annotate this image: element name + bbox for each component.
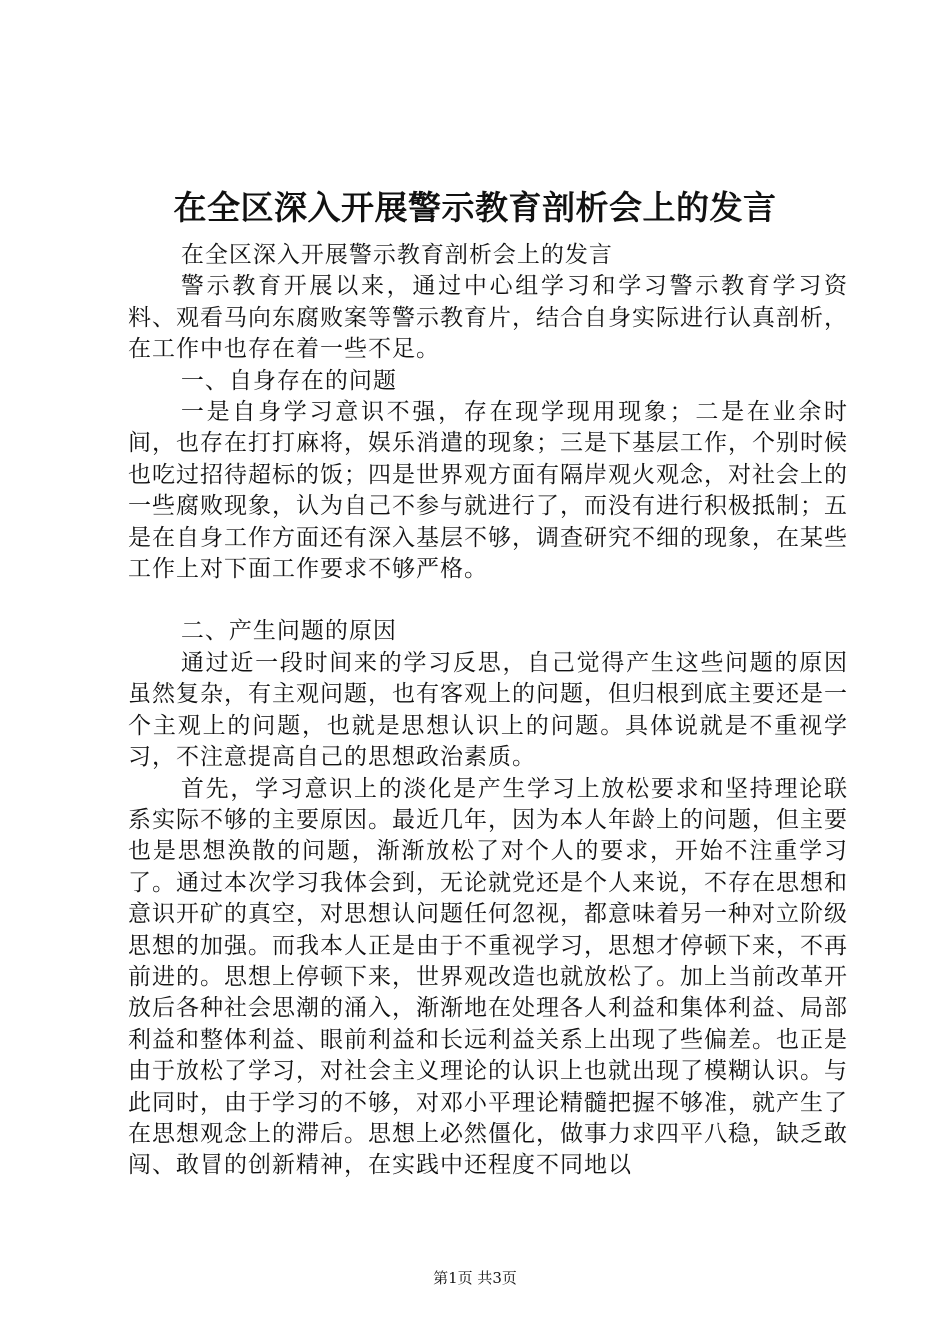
paragraph-problems: 一是自身学习意识不强，存在现学现用现象；二是在业余时间，也存在打打麻将，娱乐消遣的现象；三是下基层工作，个别时候也吃过招待超标的饭；四是世界观方面有隔岸观火观念，对社会上的一些腐败现象，认为自己不参与就进行了，而没有进行积极抵制；五是在自身工作方面还有深入基层不够，调查研究不细的现象，在某些工作上对下面工作要求不够严格。 [128, 399, 848, 583]
document-title: 在全区深入开展警示教育剖析会上的发言 [173, 188, 777, 227]
paragraph-subtitle: 在全区深入开展警示教育剖析会上的发言 [180, 242, 613, 268]
paragraph-causes: 通过近一段时间来的学习反思，自己觉得产生这些问题的原因虽然复杂，有主观问题，也有客观上的问题，但归根到底主要还是一个主观上的问题，也就是思想认识上的问题。具体说就是不重视学习，不注意提高自己的思想政治素质。 [128, 649, 848, 771]
paragraph-first-cause: 首先，学习意识上的淡化是产生学习上放松要求和坚持理论联系实际不够的主要原因。最近几年，因为本人年龄上的问题，但主要也是思想涣散的问题，渐渐放松了对个人的要求，开始不注重学习了。通过本次学习我体会到，无论就党还是个人来说，不存在思想和意识开矿的真空，对思想认问题任何忽视，都意味着另一种对立阶级思想的加强。而我本人正是由于不重视学习，思想才停顿下来，不再前进的。思想上停顿下来，世界观改造也就放松了。加上当前改革开放后各种社会思潮的涌入，渐渐地在处理各人利益和集体利益、局部利益和整体利益、眼前利益和长远利益关系上出现了些偏差。也正是由于放松了学习，对社会主义理论的认识上也就出现了模糊认识。与此同时，由于学习的不够，对邓小平理论精髓把握不够准，就产生了在思想观念上的滞后。思想上必然僵化，做事力求四平八稳，缺乏敢闯、敢冒的创新精神，在实践中还程度不同地以 [128, 775, 848, 1179]
document-body [128, 240, 848, 1182]
paragraph-intro: 警示教育开展以来，通过中心组学习和学习警示教育学习资料、观看马向东腐败案等警示教育片，结合自身实际进行认真剖析，在工作中也存在着一些不足。 [128, 273, 848, 363]
section-heading-causes: 二、产生问题的原因 [180, 618, 397, 645]
page-number-footer: 第1页 共3页 [433, 1269, 517, 1287]
section-heading-problems: 一、自身存在的问题 [180, 367, 397, 394]
